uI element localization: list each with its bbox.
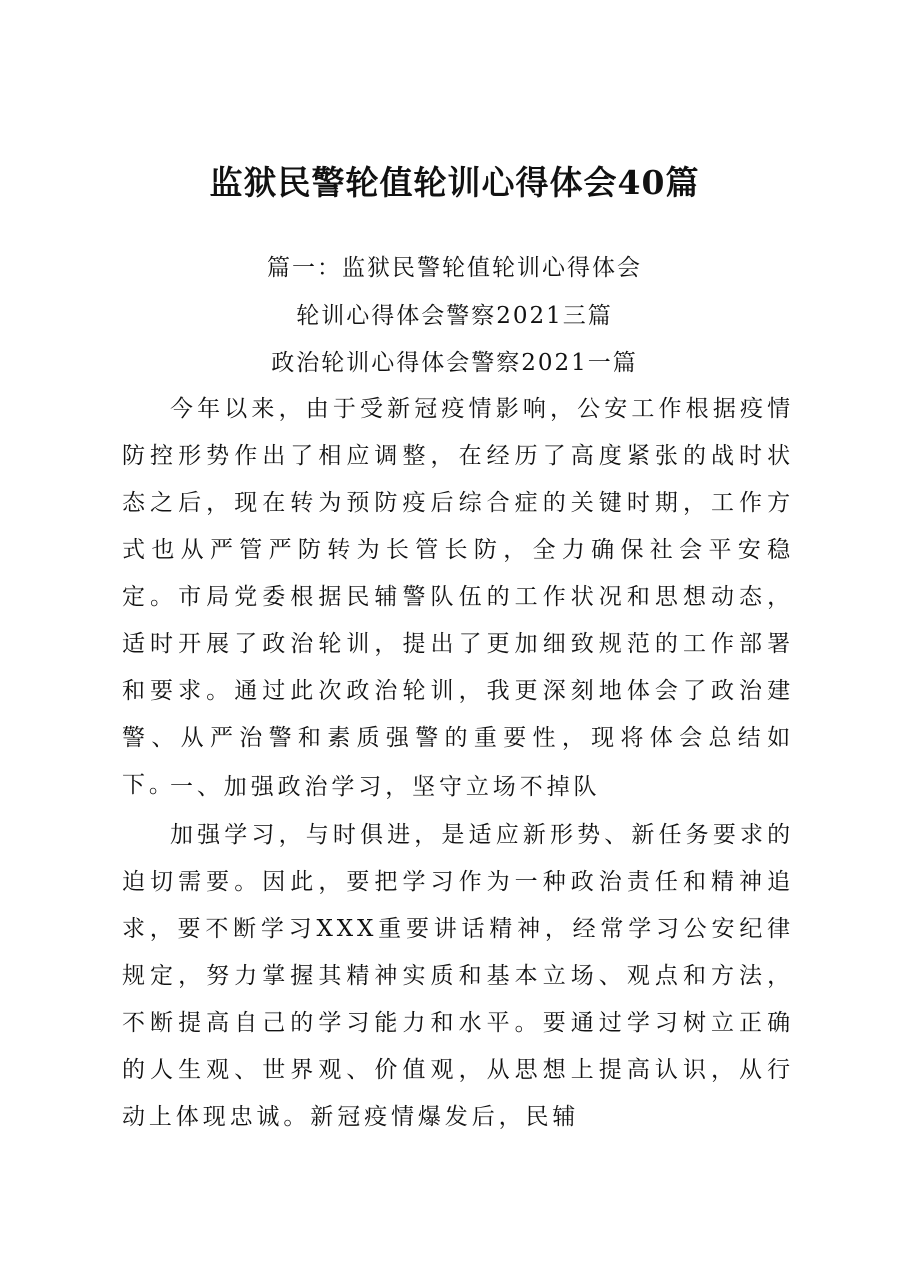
paragraph-section-1: 加强学习，与时俱进，是适应新形势、新任务要求的迫切需要。因此，要把学习作为一种政治责任和精神追求，要不断学习XXX重要讲话精神，经常学习公安纪律规定，努力掌握其精神实质和基本立场、观点和方法，不断提高自己的学习能力和水平。要通过学习树立正确的人生观、世界观、价值观，从思想上提高认识，从行动上体现忠诚。新冠疫情爆发后，民辅 bbox=[122, 822, 794, 1130]
subtitle-1: 篇一：监狱民警轮值轮训心得体会 bbox=[267, 255, 642, 281]
document-title: 监狱民警轮值轮训心得体会40篇 bbox=[209, 163, 700, 202]
subtitle-2: 轮训心得体会警察2021三篇 bbox=[296, 303, 613, 329]
paragraph-intro: 今年以来，由于受新冠疫情影响，公安工作根据疫情防控形势作出了相应调整，在经历了高度紧张的战时状态之后，现在转为预防疫后综合症的关键时期，工作方式也从严管严防转为长管长防，全力确保社会平安稳定。市局党委根据民辅警队伍的工作状况和思想动态，适时开展了政治轮训，提出了更加细致规范的工作部署和要求。通过此次政治轮训，我更深刻地体会了政治建警、从严治警和素质强警的重要性，现将体会总结如下。 bbox=[122, 396, 794, 798]
subtitle-3: 政治轮训心得体会警察2021一篇 bbox=[271, 350, 638, 376]
section-heading-1: 一、加强政治学习，坚守立场不掉队 bbox=[170, 774, 601, 800]
